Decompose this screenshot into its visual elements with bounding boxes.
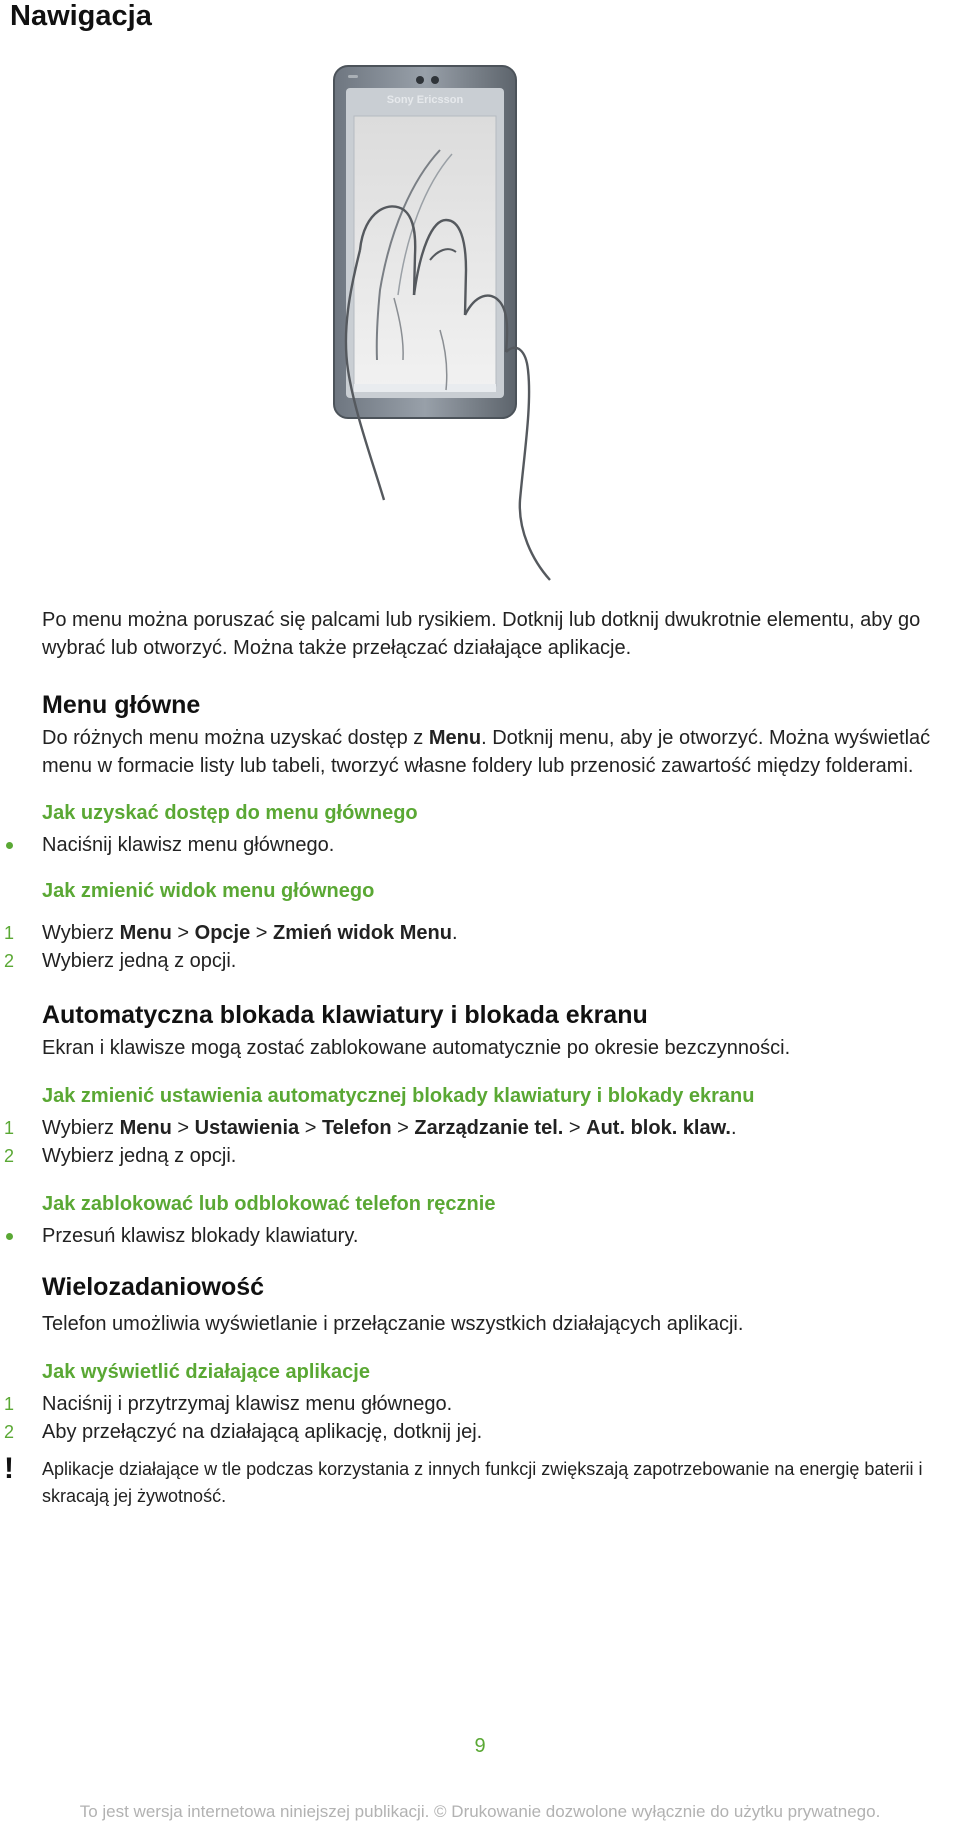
page-title: Nawigacja [10, 0, 152, 32]
multitask-description: Telefon umożliwia wyświetlanie i przełączanie wszystkich działających aplikacji. [42, 1313, 744, 1335]
footer-note: To jest wersja internetowa niniejszej publikacji. © Drukowanie dozwolone wyłącznie do użytku prywatnego. [79, 1802, 881, 1821]
menu-heading: Menu główne [42, 691, 201, 719]
exclamation-icon: ! [4, 1452, 14, 1485]
manual-lock-heading: Jak zablokować lub odblokować telefon ręcznie [42, 1193, 496, 1215]
autolock-heading: Automatyczna blokada klawiatury i blokada ekranu [42, 1001, 648, 1029]
list-item: 1 Naciśnij i przytrzymaj klawisz menu głównego. [4, 1393, 453, 1415]
list-item: 2 Wybierz jedną z opcji. [4, 950, 237, 972]
access-menu-heading: Jak uzyskać dostęp do menu głównego [42, 802, 418, 824]
list-item: 1 Wybierz Menu > Ustawienia > Telefon > Zarządzanie tel. > Aut. blok. klaw.. [4, 1117, 737, 1139]
list-item: 2 Wybierz jedną z opcji. [4, 1145, 237, 1167]
change-view-heading: Jak zmienić widok menu głównego [42, 880, 375, 902]
list-item: 1 Wybierz Menu > Opcje > Zmień widok Menu. [4, 922, 458, 944]
autolock-change-heading: Jak zmienić ustawienia automatycznej blokady klawiatury i blokady ekranu [42, 1085, 755, 1107]
battery-note: ! Aplikacje działające w tle podczas korzystania z innych funkcji zwiększają zapotrzebowanie na energię baterii i skracają jej żywotność. [4, 1452, 923, 1506]
multitask-heading: Wielozadaniowość [42, 1273, 265, 1301]
page-number: 9 [474, 1735, 486, 1757]
list-item: 2 Aby przełączyć na działającą aplikację, dotknij jej. [4, 1421, 483, 1443]
bullet-dot-icon [6, 842, 13, 849]
running-apps-heading: Jak wyświetlić działające aplikacje [42, 1361, 370, 1383]
list-item: Naciśnij klawisz menu głównego. [42, 831, 960, 859]
phone-hand-illustration [320, 60, 640, 595]
intro-paragraph: Po menu można poruszać się palcami lub rysikiem. Dotknij lub dotknij dwukrotnie elementu, aby go wybrać lub otworzyć. Można także przełączać działające aplikacje. [42, 609, 921, 659]
main-content [4, 606, 960, 1510]
list-item: Przesuń klawisz blokady klawiatury. [42, 1222, 960, 1250]
bullet-dot-icon [6, 1233, 13, 1240]
svg-text:Sony Ericsson: Sony Ericsson [386, 94, 464, 106]
autolock-description: Ekran i klawisze mogą zostać zablokowane automatycznie po okresie bezczynności. [42, 1037, 791, 1059]
menu-description: Do różnych menu można uzyskać dostęp z Menu. Dotknij menu, aby je otworzyć. Można wyświetlać menu w formacie listy lub tabeli, tworzyć własne foldery lub przenosić zawartość między folderami. [42, 727, 931, 777]
